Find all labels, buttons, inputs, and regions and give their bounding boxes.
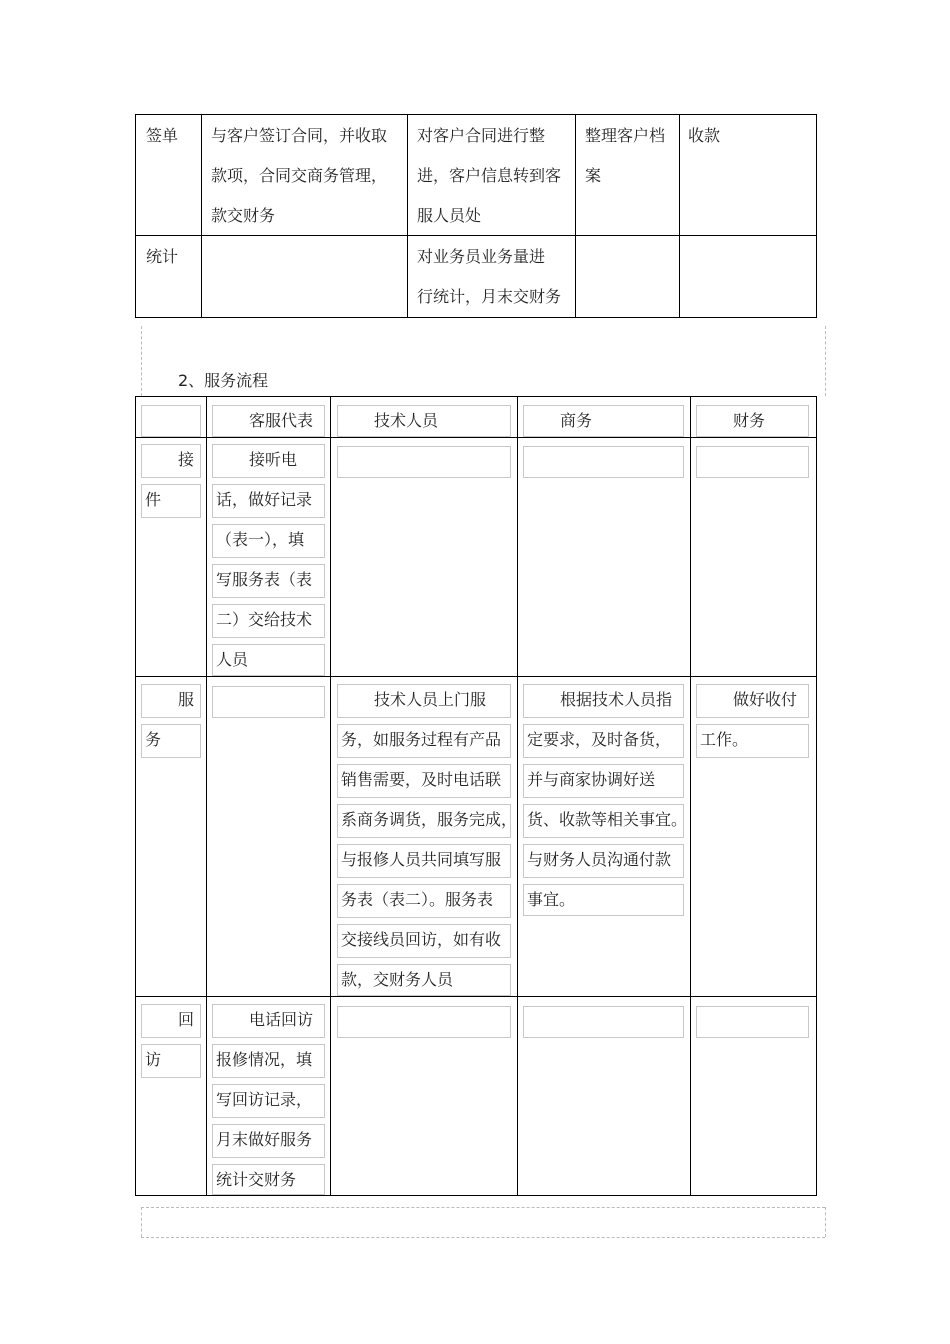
table-cell-text: 对业务员业务量进 [417,247,546,266]
table-cell-text: 统计交财务 [212,1164,325,1195]
table-border [135,235,817,236]
table-border [135,437,817,438]
table-cell-text: 与报修人员共同填写服 [337,844,511,878]
frame-border [141,1207,825,1208]
table-cell-text: 对客户合同进行整 [417,126,546,145]
table-border [517,396,518,1196]
table-cell-text: 事宜。 [523,884,684,916]
frame-border [825,1207,826,1237]
stage-label: 访 [141,1044,201,1078]
empty-cell-box [212,686,325,718]
stage-label: 统计 [146,247,179,266]
table-cell-text: 定要求，及时备货， [523,724,684,758]
table-cell-text: 根据技术人员指 [523,684,684,718]
table-cell-text: 货、收款等相关事宜。 [523,804,684,838]
table-border [330,396,331,1196]
table-border [135,676,817,677]
table-border [816,396,817,1196]
table-cell-text: 工作。 [696,724,809,758]
frame-border [141,1237,825,1238]
empty-cell-box [696,446,809,478]
table-cell-text: 整理客户档 [585,126,666,145]
table-border [201,114,202,318]
frame-border [825,326,826,396]
frame-border [141,1207,142,1237]
empty-cell-box [523,446,684,478]
table-border [135,1195,817,1196]
table-cell-text: 款交财务 [211,206,276,225]
table-cell-text: 话，做好记录 [212,484,325,518]
table-cell-text: 进，客户信息转到客 [417,166,562,185]
table-cell-text: 技术人员上门服 [337,684,511,718]
table-border [690,396,691,1196]
table-cell-text: 写回访记录， [212,1084,325,1118]
table-border [575,114,576,318]
header-cell [141,405,201,437]
stage-label: 回 [141,1004,201,1038]
header-cell: 财务 [696,405,809,437]
table-cell-text: 行统计，月末交财务 [417,287,562,306]
table-cell-text: 务，如服务过程有产品 [337,724,511,758]
stage-label: 件 [141,484,201,518]
stage-label: 签单 [146,126,179,145]
table-cell-text: 做好收付 [696,684,809,718]
header-cell: 客服代表 [212,405,325,437]
table-border [206,396,207,1196]
table-border [135,114,136,318]
table-cell-text: 案 [585,166,602,185]
table-cell-text: 款，交财务人员 [337,964,511,996]
stage-label: 接 [141,444,201,478]
table-border [135,996,817,997]
table-border [135,114,817,115]
stage-label: 务 [141,724,201,758]
table-cell-text: 电话回访 [212,1004,325,1038]
section-heading: 2、服务流程 [178,371,269,390]
table-cell-text: 二）交给技术 [212,604,325,638]
table-cell-text: 与财务人员沟通付款 [523,844,684,878]
table-cell-text: 写服务表（表 [212,564,325,598]
table-cell-text: （表一），填 [212,524,325,558]
header-cell: 商务 [523,405,684,437]
table-border [679,114,680,318]
table-cell-text: 报修情况，填 [212,1044,325,1078]
empty-cell-box [696,1006,809,1038]
table-border [407,114,408,318]
table-border [816,114,817,318]
table-cell-text: 款项，合同交商务管理， [211,166,388,185]
table-cell-text: 系商务调货，服务完成， [337,804,511,838]
table-cell-text: 接听电 [212,444,325,478]
stage-label: 服 [141,684,201,718]
table-border [135,396,817,397]
frame-border [141,326,142,396]
table-cell-text: 服人员处 [417,206,482,225]
table-cell-text: 收款 [688,126,721,145]
empty-cell-box [523,1006,684,1038]
table-cell-text: 月末做好服务 [212,1124,325,1158]
table-cell-text: 并与商家协调好送 [523,764,684,798]
table-cell-text: 与客户签订合同，并收取 [211,126,388,145]
empty-cell-box [337,1006,511,1038]
table-cell-text: 销售需要，及时电话联 [337,764,511,798]
table-border [135,396,136,1196]
table-cell-text: 交接线员回访，如有收 [337,924,511,958]
table-border [135,317,817,318]
empty-cell-box [337,446,511,478]
header-cell: 技术人员 [337,405,511,437]
table-cell-text: 务表（表二）。服务表 [337,884,511,918]
table-cell-text: 人员 [212,644,325,676]
